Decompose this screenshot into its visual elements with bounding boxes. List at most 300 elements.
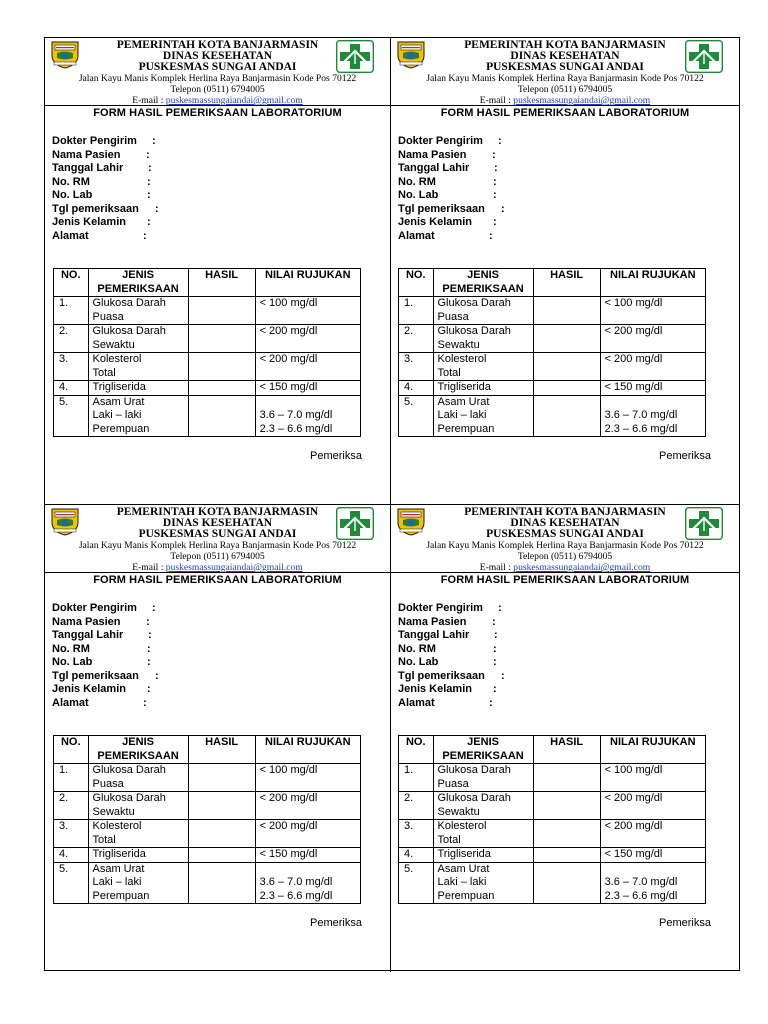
nilai-line: 2.3 – 6.6 mg/dl	[259, 422, 333, 435]
cell-no: 5.	[54, 862, 89, 904]
cell-nilai	[600, 820, 705, 848]
jenis-line: Trigliserida	[437, 848, 491, 860]
col-header-nilai: NILAI RUJUKAN	[600, 736, 705, 764]
patient-fields	[398, 135, 739, 243]
letterhead-email	[45, 562, 390, 573]
field-row	[398, 629, 739, 643]
cell-nilai	[255, 353, 360, 381]
email-link[interactable]: puskesmassungaiandai@gmail.com	[165, 95, 303, 106]
cell-jenis	[433, 862, 533, 904]
field-label: Alamat	[52, 229, 89, 242]
jenis-line: Trigliserida	[92, 381, 146, 393]
nilai-line: < 200 mg/dl	[259, 792, 318, 804]
cell-jenis	[88, 325, 188, 353]
cell-jenis	[88, 353, 188, 381]
jenis-line: Perempuan	[92, 422, 150, 435]
table-row	[54, 297, 361, 325]
cell-jenis	[88, 792, 188, 820]
letterhead-email	[391, 95, 739, 106]
nilai-line: 2.3 – 6.6 mg/dl	[604, 422, 678, 435]
cell-hasil[interactable]	[533, 820, 600, 848]
field-colon: :	[147, 175, 151, 188]
email-link[interactable]: puskesmassungaiandai@gmail.com	[513, 95, 651, 106]
table-row	[399, 381, 706, 396]
letterhead-puskesmas: PUSKESMAS SUNGAI ANDAI	[486, 61, 644, 73]
letterhead-puskesmas: PUSKESMAS SUNGAI ANDAI	[138, 528, 297, 540]
jenis-line: Puasa	[92, 777, 124, 790]
field-row	[52, 135, 390, 149]
table-row	[399, 297, 706, 325]
jenis-line: Glukosa Darah	[92, 792, 166, 804]
cell-no: 3.	[54, 820, 89, 848]
letterhead-department: DINAS KESEHATAN	[510, 50, 620, 62]
cell-jenis	[433, 820, 533, 848]
lab-results-table	[398, 735, 706, 904]
jenis-line: Asam Urat	[437, 395, 490, 408]
field-label: Dokter Pengirim	[398, 602, 483, 614]
email-label: E-mail :	[479, 562, 514, 573]
field-row	[398, 616, 739, 630]
field-row	[52, 656, 390, 670]
field-label: Alamat	[52, 696, 89, 709]
field-colon: :	[498, 135, 502, 147]
letterhead-phone: Telepon (0511) 6794005	[517, 84, 613, 95]
field-colon: :	[152, 602, 156, 614]
field-label: Alamat	[398, 229, 435, 242]
jenis-line: Asam Urat	[92, 862, 145, 875]
table-row	[54, 820, 361, 848]
lab-results-table	[53, 735, 361, 904]
field-row	[398, 135, 739, 149]
field-colon: :	[493, 642, 497, 655]
field-label: Dokter Pengirim	[52, 602, 137, 614]
field-colon: :	[152, 135, 156, 147]
field-row	[398, 189, 739, 203]
field-label: No. Lab	[52, 656, 93, 668]
cell-nilai	[600, 848, 705, 863]
letterhead	[391, 38, 739, 106]
col-header-nilai: NILAI RUJUKAN	[255, 269, 360, 297]
cell-no: 1.	[54, 297, 89, 325]
cell-hasil[interactable]	[533, 297, 600, 325]
cell-hasil[interactable]	[533, 325, 600, 353]
lab-form-bottom-right	[391, 505, 739, 972]
field-colon: :	[493, 189, 497, 201]
cell-jenis	[88, 764, 188, 792]
cell-nilai	[255, 764, 360, 792]
field-colon: :	[493, 175, 497, 188]
signature-label: Pemeriksa	[310, 917, 362, 929]
field-row	[398, 683, 739, 697]
col-header-jenis: JENIS PEMERIKSAAN	[433, 736, 533, 764]
field-label: Nama Pasien	[398, 148, 467, 161]
col-header-no: NO.	[54, 269, 89, 297]
form-title: FORM HASIL PEMERIKSAAN LABORATORIUM	[440, 107, 690, 119]
cell-nilai	[255, 381, 360, 396]
nilai-line: < 150 mg/dl	[604, 848, 663, 860]
nilai-line: < 200 mg/dl	[259, 353, 318, 365]
cell-nilai	[600, 792, 705, 820]
cell-no: 4.	[399, 848, 434, 863]
field-colon: :	[147, 642, 151, 655]
cell-no: 1.	[399, 764, 434, 792]
field-row	[398, 230, 739, 244]
patient-fields	[52, 135, 390, 243]
cell-jenis	[88, 820, 188, 848]
field-colon: :	[492, 615, 496, 628]
field-colon: :	[146, 148, 150, 161]
field-row	[398, 697, 739, 711]
nilai-line: 3.6 – 7.0 mg/dl	[604, 409, 678, 421]
puskesmas-cross-logo-icon	[336, 507, 374, 540]
table-header-row	[399, 736, 706, 764]
cell-no: 4.	[399, 381, 434, 396]
email-label: E-mail :	[479, 95, 514, 106]
jenis-line: Laki – laki	[92, 409, 142, 421]
cell-nilai	[600, 381, 705, 396]
table-header-row	[399, 269, 706, 297]
lab-results-table	[398, 268, 706, 437]
field-row	[52, 629, 390, 643]
field-label: Dokter Pengirim	[52, 135, 137, 147]
letterhead-email	[391, 562, 739, 573]
cell-no: 5.	[399, 862, 434, 904]
signature-label: Pemeriksa	[659, 450, 711, 462]
jenis-line: Glukosa Darah	[92, 764, 166, 776]
field-label: No. Lab	[52, 189, 93, 201]
field-colon: :	[147, 189, 151, 201]
field-colon: :	[146, 615, 150, 628]
letterhead-department: DINAS KESEHATAN	[162, 517, 273, 529]
city-emblem-icon	[48, 39, 82, 69]
jenis-line: Glukosa Darah	[437, 325, 511, 337]
field-row	[398, 162, 739, 176]
col-header-hasil: HASIL	[188, 736, 255, 764]
jenis-line: Sewaktu	[437, 338, 480, 351]
jenis-line: Laki – laki	[437, 876, 487, 888]
signature-label: Pemeriksa	[659, 917, 711, 929]
letterhead-address: Jalan Kayu Manis Komplek Herlina Raya Banjarmasin Kode Pos 70122	[78, 73, 357, 84]
cell-hasil[interactable]	[533, 381, 600, 396]
field-label: Nama Pasien	[398, 615, 467, 628]
letterhead-puskesmas: PUSKESMAS SUNGAI ANDAI	[486, 528, 644, 540]
cell-hasil[interactable]	[188, 297, 255, 325]
jenis-line: Total	[92, 833, 116, 846]
table-row	[54, 862, 361, 904]
letterhead-phone: Telepon (0511) 6794005	[170, 551, 265, 562]
signature-label: Pemeriksa	[310, 450, 362, 462]
letterhead-address: Jalan Kayu Manis Komplek Herlina Raya Banjarmasin Kode Pos 70122	[426, 73, 704, 84]
field-row	[398, 643, 739, 657]
field-row	[398, 203, 739, 217]
field-row	[398, 176, 739, 190]
field-row	[52, 216, 390, 230]
cell-nilai	[255, 862, 360, 904]
field-label: Alamat	[398, 696, 435, 709]
cell-hasil[interactable]	[188, 395, 255, 437]
field-row	[52, 683, 390, 697]
field-label: Tanggal Lahir	[398, 162, 470, 174]
field-label: No. Lab	[398, 656, 439, 668]
lab-form-top-right	[391, 38, 739, 505]
field-row	[398, 656, 739, 670]
field-colon: :	[494, 162, 498, 174]
field-label: Nama Pasien	[52, 615, 121, 628]
table-row	[399, 862, 706, 904]
puskesmas-cross-logo-icon	[685, 40, 723, 73]
cell-no: 4.	[54, 848, 89, 863]
field-row	[52, 697, 390, 711]
jenis-line: Perempuan	[92, 889, 150, 902]
jenis-line: Asam Urat	[92, 395, 145, 408]
jenis-line: Glukosa Darah	[92, 325, 166, 337]
field-colon: :	[143, 696, 147, 709]
table-row	[54, 848, 361, 863]
cell-no: 2.	[399, 325, 434, 353]
letterhead-government: PEMERINTAH KOTA BANJARMASIN	[464, 39, 666, 51]
field-label: No. Lab	[398, 189, 439, 201]
letterhead-government: PEMERINTAH KOTA BANJARMASIN	[116, 506, 319, 518]
col-header-hasil: HASIL	[533, 736, 600, 764]
field-label: No. RM	[52, 175, 90, 188]
cell-hasil[interactable]	[533, 764, 600, 792]
col-header-nilai: NILAI RUJUKAN	[600, 269, 705, 297]
jenis-line: Total	[437, 366, 461, 379]
city-emblem-icon	[48, 506, 82, 536]
cell-hasil[interactable]	[533, 862, 600, 904]
cell-hasil[interactable]	[188, 764, 255, 792]
cell-hasil[interactable]	[533, 792, 600, 820]
field-row	[52, 643, 390, 657]
field-colon: :	[147, 216, 151, 228]
form-title: FORM HASIL PEMERIKSAAN LABORATORIUM	[440, 574, 690, 586]
cell-hasil[interactable]	[188, 381, 255, 396]
jenis-line: Puasa	[437, 777, 469, 790]
cell-jenis	[88, 381, 188, 396]
field-row	[52, 616, 390, 630]
cell-no: 2.	[54, 325, 89, 353]
field-row	[398, 670, 739, 684]
jenis-line: Kolesterol	[92, 820, 142, 832]
jenis-line: Total	[92, 366, 116, 379]
cell-nilai	[255, 325, 360, 353]
nilai-line: < 100 mg/dl	[259, 764, 318, 776]
city-emblem-icon	[394, 39, 428, 69]
letterhead-department: DINAS KESEHATAN	[162, 50, 273, 62]
field-row	[52, 162, 390, 176]
cell-jenis	[433, 325, 533, 353]
jenis-line: Kolesterol	[437, 353, 487, 365]
jenis-line: Laki – laki	[92, 876, 142, 888]
cell-jenis	[88, 395, 188, 437]
col-header-hasil: HASIL	[533, 269, 600, 297]
email-link[interactable]: puskesmassungaiandai@gmail.com	[513, 562, 651, 573]
col-header-nilai: NILAI RUJUKAN	[255, 736, 360, 764]
field-label: Tanggal Lahir	[52, 629, 124, 641]
table-row	[54, 395, 361, 437]
field-colon: :	[493, 216, 497, 228]
nilai-line: < 150 mg/dl	[259, 848, 318, 860]
field-colon: :	[501, 669, 505, 682]
cell-no: 1.	[399, 297, 434, 325]
cell-nilai	[600, 764, 705, 792]
jenis-line: Glukosa Darah	[437, 764, 511, 776]
nilai-line: 2.3 – 6.6 mg/dl	[259, 889, 333, 902]
field-colon: :	[489, 229, 493, 242]
field-colon: :	[148, 162, 152, 174]
table-row	[399, 792, 706, 820]
table-row	[399, 848, 706, 863]
table-header-row	[54, 269, 361, 297]
table-row	[54, 353, 361, 381]
puskesmas-cross-logo-icon	[685, 507, 723, 540]
cell-nilai	[600, 395, 705, 437]
lab-form-top-left	[45, 38, 391, 505]
nilai-line: < 150 mg/dl	[604, 381, 663, 393]
field-row	[52, 149, 390, 163]
table-row	[54, 325, 361, 353]
nilai-line	[260, 863, 356, 877]
letterhead-phone: Telepon (0511) 6794005	[170, 84, 265, 95]
field-row	[52, 203, 390, 217]
field-colon: :	[143, 229, 147, 242]
nilai-line: < 200 mg/dl	[259, 820, 318, 832]
field-label: No. RM	[52, 642, 90, 655]
jenis-line: Perempuan	[437, 889, 495, 902]
cell-hasil[interactable]	[533, 353, 600, 381]
patient-fields	[398, 602, 739, 710]
field-label: Tgl pemeriksaan	[398, 202, 485, 215]
field-label: Tgl pemeriksaan	[52, 202, 139, 215]
field-colon: :	[155, 669, 159, 682]
cell-hasil[interactable]	[188, 862, 255, 904]
col-header-jenis: JENIS PEMERIKSAAN	[433, 269, 533, 297]
cell-no: 3.	[399, 820, 434, 848]
nilai-line	[605, 863, 701, 877]
cell-nilai	[255, 792, 360, 820]
cell-no: 2.	[399, 792, 434, 820]
field-row	[52, 189, 390, 203]
cell-jenis	[88, 297, 188, 325]
letterhead-email	[45, 95, 390, 106]
jenis-line: Puasa	[92, 310, 124, 323]
table-row	[54, 764, 361, 792]
jenis-line: Laki – laki	[437, 409, 487, 421]
cell-hasil[interactable]	[188, 325, 255, 353]
table-row	[54, 792, 361, 820]
field-label: Tanggal Lahir	[52, 162, 124, 174]
field-label: Jenis Kelamin	[52, 683, 126, 695]
field-label: Nama Pasien	[52, 148, 121, 161]
field-row	[52, 602, 390, 616]
nilai-line: 3.6 – 7.0 mg/dl	[259, 409, 333, 421]
cell-no: 3.	[54, 353, 89, 381]
cell-no: 5.	[54, 395, 89, 437]
jenis-line: Kolesterol	[92, 353, 142, 365]
nilai-line: < 200 mg/dl	[604, 353, 663, 365]
table-row	[399, 353, 706, 381]
field-label: Tanggal Lahir	[398, 629, 470, 641]
form-title: FORM HASIL PEMERIKSAAN LABORATORIUM	[93, 107, 342, 119]
cell-hasil[interactable]	[188, 848, 255, 863]
cell-hasil[interactable]	[533, 848, 600, 863]
nilai-line	[605, 396, 701, 410]
cell-nilai	[255, 297, 360, 325]
field-row	[52, 230, 390, 244]
field-colon: :	[498, 602, 502, 614]
cell-nilai	[600, 325, 705, 353]
letterhead-government: PEMERINTAH KOTA BANJARMASIN	[464, 506, 666, 518]
jenis-line: Total	[437, 833, 461, 846]
nilai-line: 3.6 – 7.0 mg/dl	[604, 876, 678, 888]
cell-jenis	[433, 297, 533, 325]
field-colon: :	[148, 629, 152, 641]
cell-jenis	[433, 848, 533, 863]
col-header-no: NO.	[54, 736, 89, 764]
letterhead	[45, 38, 390, 106]
email-label: E-mail :	[132, 95, 166, 106]
table-row	[399, 764, 706, 792]
letterhead-government: PEMERINTAH KOTA BANJARMASIN	[116, 39, 319, 51]
nilai-line: < 200 mg/dl	[604, 820, 663, 832]
cell-no: 4.	[54, 381, 89, 396]
field-colon: :	[489, 696, 493, 709]
field-label: No. RM	[398, 642, 436, 655]
cell-nilai	[600, 862, 705, 904]
letterhead-puskesmas: PUSKESMAS SUNGAI ANDAI	[138, 61, 297, 73]
cell-jenis	[433, 381, 533, 396]
field-row	[52, 670, 390, 684]
field-colon: :	[501, 202, 505, 215]
field-label: Tgl pemeriksaan	[398, 669, 485, 682]
field-label: Dokter Pengirim	[398, 135, 483, 147]
col-header-jenis: JENIS PEMERIKSAAN	[88, 736, 188, 764]
cell-hasil[interactable]	[188, 792, 255, 820]
nilai-line: 3.6 – 7.0 mg/dl	[259, 876, 333, 888]
email-link[interactable]: puskesmassungaiandai@gmail.com	[165, 562, 303, 573]
nilai-line: < 200 mg/dl	[604, 325, 663, 337]
cell-nilai	[255, 395, 360, 437]
letterhead	[45, 505, 390, 573]
table-row	[399, 395, 706, 437]
field-label: Jenis Kelamin	[398, 216, 472, 228]
cell-hasil[interactable]	[533, 395, 600, 437]
letterhead-address: Jalan Kayu Manis Komplek Herlina Raya Banjarmasin Kode Pos 70122	[78, 540, 357, 551]
cell-jenis	[88, 848, 188, 863]
cell-nilai	[600, 297, 705, 325]
cell-jenis	[433, 792, 533, 820]
letterhead	[391, 505, 739, 573]
jenis-line: Glukosa Darah	[437, 297, 511, 309]
lab-form-bottom-left	[45, 505, 391, 972]
field-colon: :	[155, 202, 159, 215]
nilai-line: < 150 mg/dl	[259, 381, 318, 393]
cell-hasil[interactable]	[188, 820, 255, 848]
puskesmas-cross-logo-icon	[336, 40, 374, 73]
letterhead-department: DINAS KESEHATAN	[510, 517, 620, 529]
field-label: Tgl pemeriksaan	[52, 669, 139, 682]
field-colon: :	[493, 683, 497, 695]
jenis-line: Trigliserida	[92, 848, 146, 860]
field-label: Jenis Kelamin	[52, 216, 126, 228]
cell-no: 1.	[54, 764, 89, 792]
field-row	[52, 176, 390, 190]
jenis-line: Puasa	[437, 310, 469, 323]
jenis-line: Kolesterol	[437, 820, 487, 832]
cell-no: 2.	[54, 792, 89, 820]
nilai-line	[260, 396, 356, 410]
cell-hasil[interactable]	[188, 353, 255, 381]
